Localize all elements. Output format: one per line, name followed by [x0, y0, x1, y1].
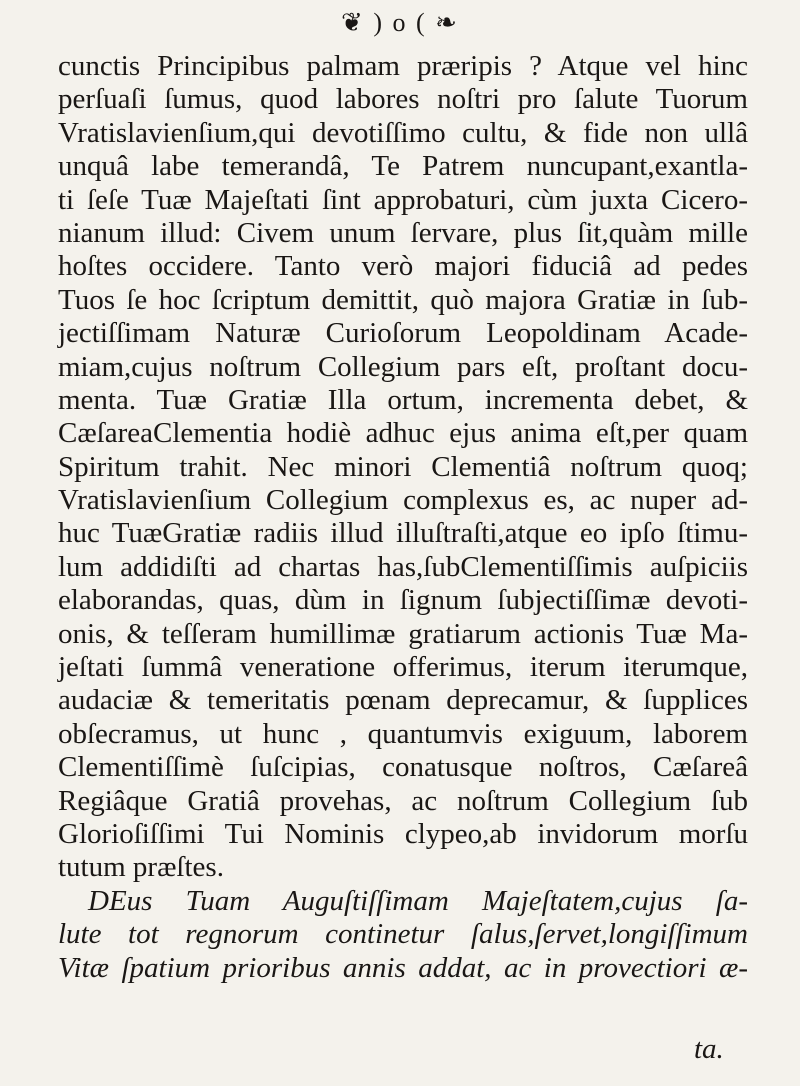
text-line: Vratislavienſium,qui devotiſſimo cultu, & fide non ullâ: [58, 116, 748, 149]
italic-text-line: Vitæ ſpatium prioribus annis addat, ac in provectiori æ-: [58, 951, 748, 984]
text-line: jeſtati ſummâ veneratione offerimus, iterum iterumque,: [58, 651, 748, 684]
text-line: obſecramus, ut hunc , quantumvis exiguum, laborem: [58, 717, 748, 750]
text-line: miam,cujus noſtrum Collegium pars eſt, proſtant docu-: [58, 350, 748, 383]
text-line: jectiſſimam Naturæ Curioſorum Leopoldinam Acade-: [58, 317, 748, 350]
italic-text-line: lute tot regnorum continetur ſalus,ſervet,longiſſimum: [58, 918, 748, 951]
text-line: hoſtes occidere. Tanto verò majori fiduciâ ad pedes: [58, 250, 748, 283]
text-line: Regiâque Gratiâ provehas, ac noſtrum Collegium ſub: [58, 784, 748, 817]
text-line: elaborandas, quas, dùm in ſignum ſubjectiſſimæ devoti-: [58, 584, 748, 617]
text-line: Tuos ſe hoc ſcriptum demittit, quò majora Gratiæ in ſub-: [58, 283, 748, 316]
text-line: audaciæ & temeritatis pœnam deprecamur, & ſupplices: [58, 684, 748, 717]
text-line: CæſareaClementia hodiè adhuc ejus anima eſt,per quam: [58, 417, 748, 450]
text-line: tutum præſtes.: [58, 851, 224, 884]
text-line: Glorioſiſſimi Tui Nominis clypeo,ab invidorum morſu: [58, 817, 748, 850]
text-line: unquâ labe temerandâ, Te Patrem nuncupant,exantla-: [58, 150, 748, 183]
text-line: onis, & teſſeram humillimæ gratiarum actionis Tuæ Ma-: [58, 617, 748, 650]
italic-text-line: DEus Tuam Auguſtiſſimam Majeſtatem,cujus ſa-: [88, 884, 748, 917]
text-line: Vratislavienſium Collegium complexus es, ac nuper ad-: [58, 484, 748, 517]
text-line: cunctis Principibus palmam præripis ? Atque vel hinc: [58, 50, 748, 82]
text-line: Clementiſſimè ſuſcipias, conatusque noſtros, Cæſareâ: [58, 751, 748, 784]
catchword: ta.: [694, 1033, 724, 1065]
page-header-ornament: ❦ ) o ( ❧: [341, 8, 459, 37]
text-line: Spiritum trahit. Nec minori Clementiâ noſtrum quoq;: [58, 450, 748, 483]
text-line: nianum illud: Civem unum ſervare, plus ſit,quàm mille: [58, 216, 748, 249]
text-line: huc TuæGratiæ radiis illud illuſtraſti,atque eo ipſo ſtimu-: [58, 517, 748, 550]
text-line: menta. Tuæ Gratiæ Illa ortum, incrementa debet, &: [58, 383, 748, 416]
text-line: ti ſeſe Tuæ Majeſtati ſint approbaturi, cùm juxta Cicero-: [58, 183, 748, 216]
text-line: perſuaſi ſumus, quod labores noſtri pro ſalute Tuorum: [58, 83, 748, 116]
body-text: [58, 50, 748, 985]
text-line: lum addidiſti ad chartas has,ſubClementiſſimis auſpiciis: [58, 550, 748, 583]
